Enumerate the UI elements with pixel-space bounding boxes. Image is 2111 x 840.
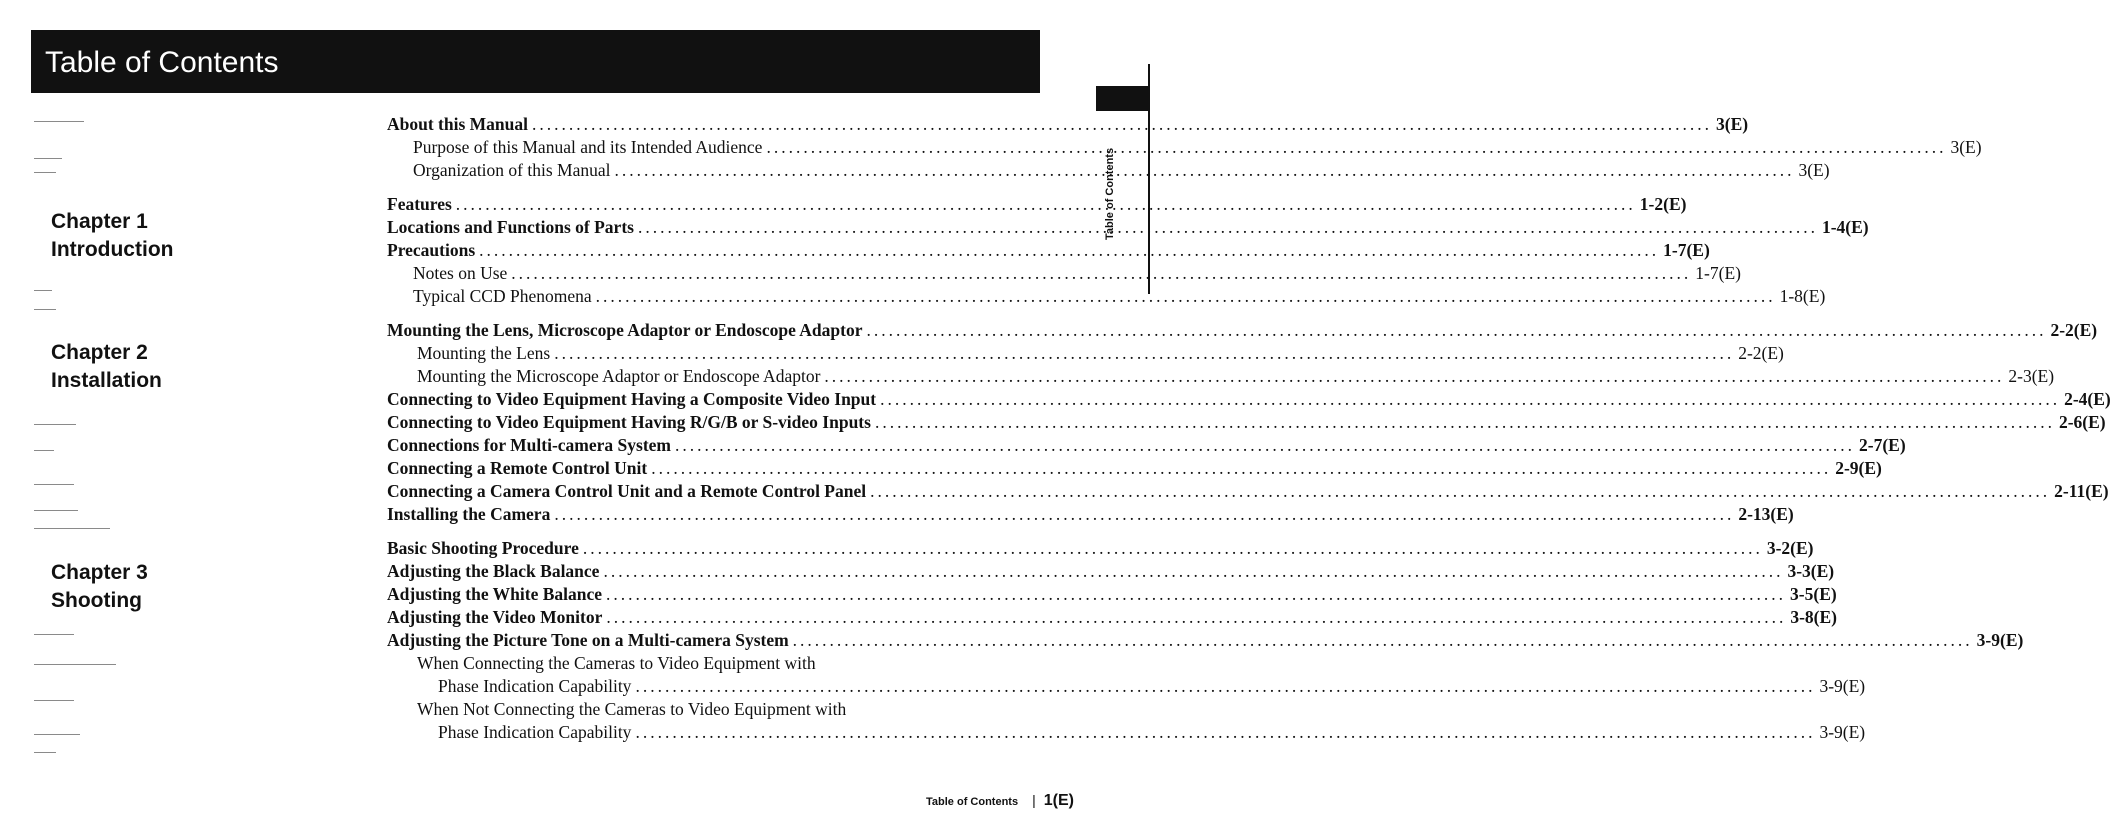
leader-dots: ................................................................................................................................................................ (792, 630, 1973, 650)
toc-subentry[interactable] (387, 676, 1866, 699)
entry-page: 3-9(E) (1976, 630, 2024, 650)
scan-speck (34, 700, 74, 701)
scan-speck (34, 309, 56, 310)
scan-speck (34, 172, 56, 173)
entry-title: Precautions (387, 240, 476, 260)
entry-title: Phase Indication Capability (438, 676, 632, 696)
side-tab-marker (1096, 86, 1148, 111)
toc-entry[interactable] (387, 538, 1814, 561)
toc-entry[interactable] (387, 607, 1838, 630)
toc-subentry[interactable] (387, 653, 1046, 676)
entry-title: Adjusting the White Balance (387, 584, 603, 604)
entry-title: Notes on Use (413, 263, 508, 283)
entry-page: 1-8(E) (1779, 286, 1826, 306)
entry-title: Adjusting the Video Monitor (387, 607, 603, 627)
leader-dots: ................................................................................................................................................................ (606, 607, 1787, 627)
entry-page: 1-4(E) (1821, 217, 1869, 237)
entry-title: Installing the Camera (387, 504, 551, 524)
entry-title: Phase Indication Capability (438, 722, 632, 742)
leader-dots: ................................................................................................................................................................ (874, 412, 2055, 432)
footer-separator: | (1032, 792, 1036, 808)
entry-page: 3-3(E) (1787, 561, 1835, 581)
leader-dots: ................................................................................................................................................................ (554, 504, 1735, 524)
entry-title: Purpose of this Manual and its Intended Audience (413, 137, 763, 157)
leader-dots: ................................................................................................................................................................ (595, 286, 1776, 306)
entry-page: 2-13(E) (1738, 504, 1794, 524)
chapter-title: Installation (51, 369, 162, 392)
entry-page: 1-7(E) (1695, 263, 1741, 283)
toc-entry[interactable] (387, 217, 1869, 240)
toc-entry[interactable] (387, 584, 1837, 607)
entry-page: 3-9(E) (1819, 722, 1866, 742)
leader-dots: ................................................................................................................................................................ (582, 538, 1763, 558)
scan-speck (34, 528, 110, 529)
entry-title: Features (387, 194, 452, 214)
entry-title: Mounting the Lens, Microscope Adaptor or Endoscope Adaptor (387, 320, 863, 340)
chapter-number: Chapter 1 (51, 210, 148, 233)
entry-title: Adjusting the Black Balance (387, 561, 600, 581)
leader-dots: ................................................................................................................................................................ (554, 343, 1735, 363)
entry-page: 2-2(E) (1738, 343, 1784, 363)
page-number: 1(E) (1043, 792, 1074, 809)
scan-speck (34, 158, 62, 159)
entry-page: 2-9(E) (1835, 458, 1882, 478)
toc-section (387, 194, 1869, 309)
chapter-number: Chapter 2 (51, 341, 148, 364)
entry-title: Organization of this Manual (413, 160, 611, 180)
toc-subentry[interactable] (387, 722, 1866, 745)
chapter-title: Introduction (51, 238, 174, 261)
scan-speck (34, 290, 52, 291)
toc-subentry[interactable] (387, 286, 1826, 309)
toc-subentry[interactable] (387, 137, 1982, 160)
toc-entry[interactable] (387, 412, 2106, 435)
leader-dots: ................................................................................................................................................................ (824, 366, 2005, 386)
scan-speck (34, 121, 84, 122)
leader-dots: ................................................................................................................................................................ (603, 561, 1784, 581)
entry-title: Connections for Multi-camera System (387, 435, 671, 455)
toc-subentry[interactable] (387, 699, 1046, 722)
toc-entry[interactable] (387, 320, 2098, 343)
leader-dots: ................................................................................................................................................................ (532, 114, 1713, 134)
entry-page: 1-2(E) (1639, 194, 1687, 214)
toc-entry[interactable] (387, 240, 1710, 263)
scan-speck (34, 664, 116, 665)
chapter-1-heading (51, 208, 173, 264)
toc-entry[interactable] (387, 458, 1882, 481)
leader-dots: ................................................................................................................................................................ (635, 676, 1816, 696)
toc-entry[interactable] (387, 561, 1835, 584)
toc-entry[interactable] (387, 435, 1906, 458)
page-title: Table of Contents (45, 46, 279, 79)
toc-section (387, 320, 2111, 527)
entry-title: When Connecting the Cameras to Video Equipment with (417, 653, 816, 673)
leader-dots: ................................................................................................................................................................ (455, 194, 1636, 214)
chapter-number: Chapter 3 (51, 561, 148, 584)
entry-page: 2-2(E) (2050, 320, 2098, 340)
leader-dots: ................................................................................................................................................................ (637, 217, 1818, 237)
leader-dots: ................................................................................................................................................................ (870, 481, 2051, 501)
scan-speck (34, 734, 80, 735)
leader-dots: ................................................................................................................................................................ (606, 584, 1787, 604)
entry-page: 1-7(E) (1663, 240, 1710, 260)
scan-speck (34, 450, 54, 451)
scan-speck (34, 424, 76, 425)
leader-dots: ................................................................................................................................................................ (880, 389, 2061, 409)
toc-entry[interactable] (387, 114, 1749, 137)
entry-title: Typical CCD Phenomena (413, 286, 592, 306)
leader-dots: ................................................................................................................................................................ (635, 722, 1816, 742)
chapter-3-heading (51, 559, 148, 615)
entry-title: Connecting to Video Equipment Having R/G/B or S-video Inputs (387, 412, 871, 432)
toc-subentry[interactable] (387, 263, 1741, 286)
toc-entry[interactable] (387, 630, 2024, 653)
entry-page: 3(E) (1950, 137, 1982, 157)
toc-subentry[interactable] (387, 343, 1784, 366)
scan-speck (34, 752, 56, 753)
entry-page: 3-2(E) (1766, 538, 1814, 558)
entry-title: Locations and Functions of Parts (387, 217, 634, 237)
entry-title: Adjusting the Picture Tone on a Multi-camera System (387, 630, 789, 650)
entry-title: When Not Connecting the Cameras to Video Equipment with (417, 699, 847, 719)
entry-page: 3-9(E) (1819, 676, 1866, 696)
entry-page: 2-6(E) (2058, 412, 2106, 432)
entry-page: 3(E) (1716, 114, 1749, 134)
entry-page: 2-11(E) (2054, 481, 2109, 501)
chapter-title: Shooting (51, 589, 142, 612)
leader-dots: ................................................................................................................................................................ (766, 137, 1947, 157)
toc-subentry[interactable] (387, 160, 1830, 183)
entry-page: 2-4(E) (2064, 389, 2111, 409)
chapter-2-heading (51, 339, 162, 395)
entry-page: 3-8(E) (1790, 607, 1838, 627)
footer-label: Table of Contents (926, 796, 1019, 808)
page-footer (926, 792, 1074, 810)
toc-subentry[interactable] (387, 366, 2055, 389)
entry-title: Connecting a Remote Control Unit (387, 458, 648, 478)
toc-entry[interactable] (387, 504, 1794, 527)
scan-speck (34, 634, 74, 635)
entry-page: 3(E) (1798, 160, 1830, 180)
leader-dots: ................................................................................................................................................................ (511, 263, 1692, 283)
side-tab-label: Table of Contents (1104, 147, 1116, 240)
toc-section (387, 538, 2024, 745)
entry-page: 3-5(E) (1790, 584, 1837, 604)
entry-page: 2-7(E) (1859, 435, 1906, 455)
toc-entry[interactable] (387, 194, 1687, 217)
leader-dots: ................................................................................................................................................................ (479, 240, 1660, 260)
scan-speck (34, 484, 74, 485)
leader-dots: ................................................................................................................................................................ (675, 435, 1855, 455)
entry-title: Connecting to Video Equipment Having a Composite Video Input (387, 389, 877, 409)
leader-dots: ................................................................................................................................................................ (651, 458, 1832, 478)
entry-title: Mounting the Microscope Adaptor or Endoscope Adaptor (417, 366, 821, 386)
scan-speck (34, 510, 78, 511)
toc-entry[interactable] (387, 389, 2111, 412)
entry-title: Mounting the Lens (417, 343, 551, 363)
toc-entry[interactable] (387, 481, 2109, 504)
leader-dots: ................................................................................................................................................................ (866, 320, 2047, 340)
entry-title: Connecting a Camera Control Unit and a Remote Control Panel (387, 481, 867, 501)
entry-title: Basic Shooting Procedure (387, 538, 579, 558)
leader-dots: ................................................................................................................................................................ (614, 160, 1795, 180)
entry-title: About this Manual (387, 114, 529, 134)
title-bar (31, 30, 1040, 93)
toc-section (387, 114, 1982, 183)
entry-page: 2-3(E) (2008, 366, 2055, 386)
